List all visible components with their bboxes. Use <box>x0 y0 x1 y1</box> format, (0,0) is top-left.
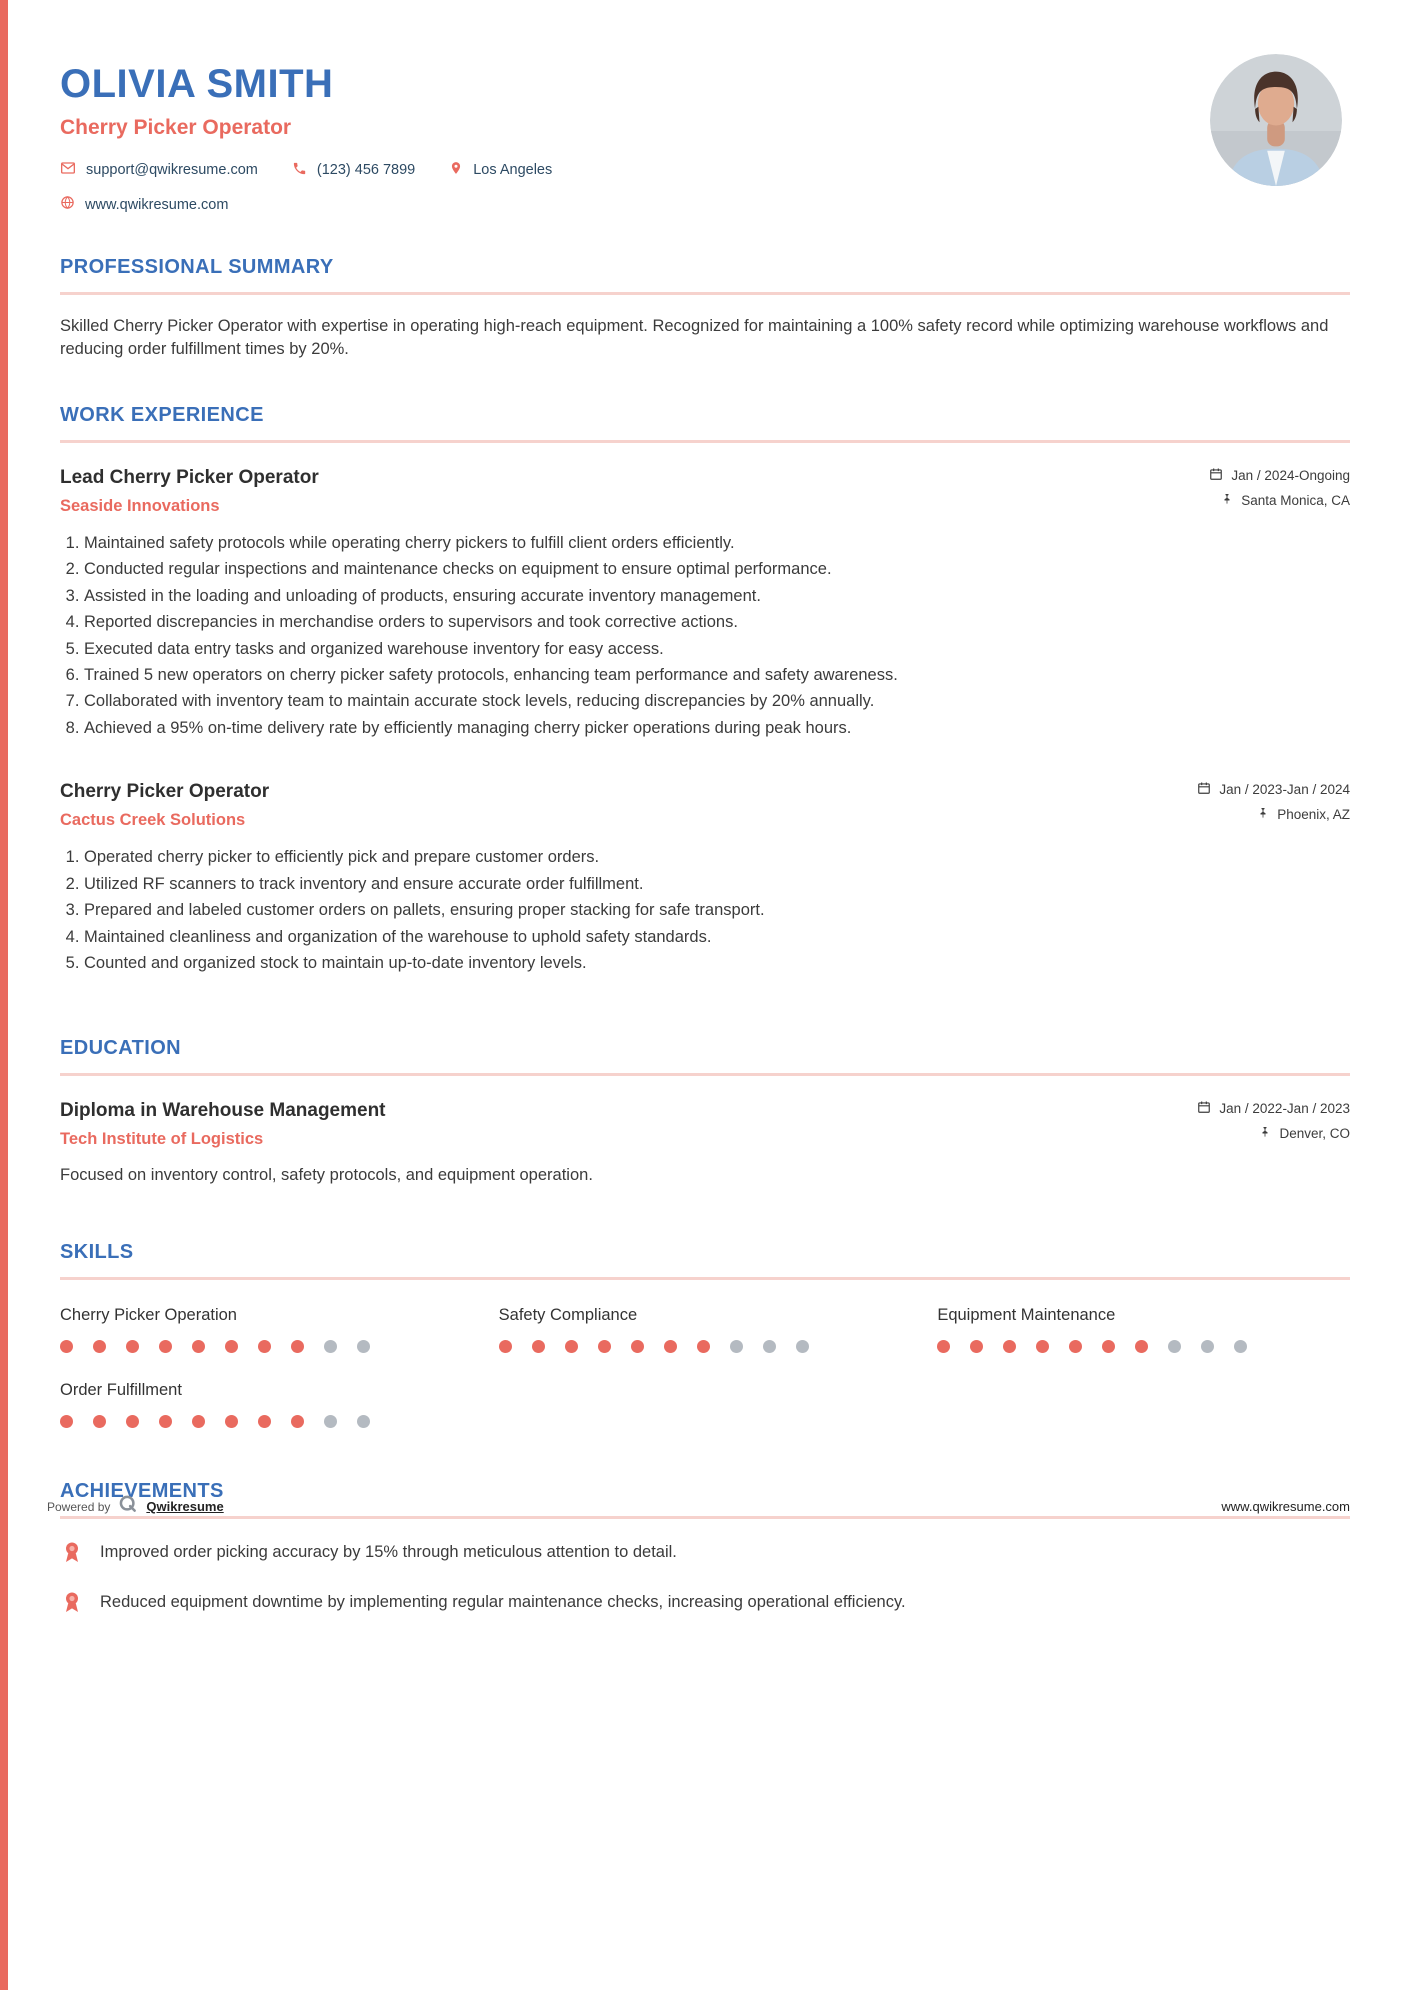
skill-dots <box>60 1415 473 1428</box>
job-bullets <box>60 533 1350 740</box>
envelope-icon <box>60 160 76 180</box>
achievement-text: Reduced equipment downtime by implementing regular maintenance checks, increasing operational efficiency. <box>100 1592 906 1611</box>
contact-row-1 <box>60 160 552 180</box>
skill-name: Cherry Picker Operation <box>60 1305 237 1324</box>
education-school: Tech Institute of Logistics <box>60 1129 264 1148</box>
skill-dot <box>93 1340 106 1353</box>
globe-icon <box>60 195 75 214</box>
section-experience <box>60 404 1350 975</box>
skill-dot <box>258 1340 271 1353</box>
bullet-item: 3. Prepared and labeled customer orders on pallets, ensuring proper stacking for safe transport. <box>84 900 1350 921</box>
candidate-name: OLIVIA SMITH <box>60 62 334 106</box>
section-skills <box>60 1241 1350 1428</box>
skill-dot <box>258 1415 271 1428</box>
map-pin-icon <box>449 160 463 180</box>
header-text <box>60 52 552 214</box>
job-dates <box>1209 467 1350 484</box>
job-company: Cactus Creek Solutions <box>60 811 246 830</box>
skill-dot <box>970 1340 983 1353</box>
skill-dots <box>60 1340 473 1353</box>
location-item <box>449 160 552 180</box>
experience-heading: WORK EXPERIENCE <box>60 404 1350 443</box>
skill-dot <box>1234 1340 1247 1353</box>
skill-name: Order Fulfillment <box>60 1380 182 1399</box>
skill-dot <box>291 1340 304 1353</box>
bullet-item: 4. Reported discrepancies in merchandise orders to supervisors and took corrective actions. <box>84 612 1350 633</box>
phone-text: (123) 456 7899 <box>316 162 416 178</box>
location-text: Los Angeles <box>473 162 553 178</box>
bullet-item: 7. Collaborated with inventory team to maintain accurate stock levels, reducing discrepancies by 20% annually. <box>84 691 1350 712</box>
skill-dot <box>126 1340 139 1353</box>
skill-dot <box>159 1415 172 1428</box>
pushpin-icon <box>1221 492 1233 509</box>
skill-dot <box>357 1340 370 1353</box>
powered-by <box>47 1494 224 1519</box>
job-title: Cherry Picker Operator <box>60 781 270 803</box>
bullet-item: 2. Utilized RF scanners to track inventory and ensure accurate order fulfillment. <box>84 874 1350 895</box>
skill-dot <box>324 1340 337 1353</box>
skill-dot <box>126 1415 139 1428</box>
bullet-item: 6. Trained 5 new operators on cherry picker safety protocols, enhancing team performance and safety awareness. <box>84 665 1350 686</box>
pushpin-icon <box>1259 1125 1271 1142</box>
education-dates-text: Jan / 2022-Jan / 2023 <box>1219 1100 1350 1116</box>
skill-dot <box>1168 1340 1181 1353</box>
footer-website[interactable]: www.qwikresume.com <box>1221 1499 1350 1514</box>
skill-dot <box>565 1340 578 1353</box>
job-dates-text: Jan / 2024-Ongoing <box>1231 467 1350 483</box>
skill-dot <box>937 1340 950 1353</box>
skill-dot <box>192 1340 205 1353</box>
job-location <box>1209 492 1350 509</box>
skill-dot <box>225 1415 238 1428</box>
website-link[interactable] <box>60 195 228 214</box>
skill-dot <box>598 1340 611 1353</box>
award-badge-icon <box>60 1541 84 1569</box>
job-entry <box>60 467 1350 740</box>
skill-dot <box>291 1415 304 1428</box>
job-dates-text: Jan / 2023-Jan / 2024 <box>1219 782 1350 798</box>
job-meta <box>1197 781 1350 831</box>
job-entry <box>60 781 1350 974</box>
job-bullets <box>60 847 1350 974</box>
skill-item <box>60 1381 473 1428</box>
skill-dot <box>357 1415 370 1428</box>
avatar <box>1210 54 1342 186</box>
skill-dot <box>1135 1340 1148 1353</box>
skill-dot <box>324 1415 337 1428</box>
footer <box>47 1494 1350 1519</box>
bullet-item: 5. Counted and organized stock to maintain up-to-date inventory levels. <box>84 953 1350 974</box>
skill-dot <box>796 1340 809 1353</box>
job-head <box>60 467 1350 517</box>
skill-dot <box>192 1415 205 1428</box>
section-summary <box>60 256 1350 362</box>
skill-dot <box>1069 1340 1082 1353</box>
education-titles <box>60 1100 386 1149</box>
candidate-title: Cherry Picker Operator <box>60 116 292 139</box>
job-company: Seaside Innovations <box>60 496 220 515</box>
job-titles <box>60 467 319 516</box>
left-accent-stripe <box>0 0 8 1990</box>
bullet-item: 8. Achieved a 95% on-time delivery rate by efficiently managing cherry picker operations during peak hours. <box>84 718 1350 739</box>
education-entry <box>60 1100 1350 1185</box>
skill-dots <box>937 1340 1350 1353</box>
section-education <box>60 1037 1350 1185</box>
education-heading: EDUCATION <box>60 1037 1350 1076</box>
award-badge-icon <box>60 1591 84 1619</box>
skill-item <box>937 1306 1350 1353</box>
bullet-item: 1. Operated cherry picker to efficiently pick and prepare customer orders. <box>84 847 1350 868</box>
calendar-icon <box>1209 467 1223 484</box>
email-link[interactable] <box>60 160 258 180</box>
bullet-item: 2. Conducted regular inspections and maintenance checks on equipment to ensure optimal performance. <box>84 559 1350 580</box>
header <box>60 52 1350 214</box>
powered-by-label: Powered by <box>47 1499 111 1514</box>
skill-dot <box>697 1340 710 1353</box>
job-titles <box>60 781 269 830</box>
bullet-item: 4. Maintained cleanliness and organization of the warehouse to uphold safety standards. <box>84 927 1350 948</box>
phone-icon <box>292 161 307 180</box>
bullet-item: 3. Assisted in the loading and unloading of products, ensuring accurate inventory management. <box>84 586 1350 607</box>
summary-text: Skilled Cherry Picker Operator with expertise in operating high-reach equipment. Recognized for maintaining a 100% safety record while optimizing warehouse workflows and reducing order fulfillment times by 20%. <box>60 317 1329 359</box>
skill-dot <box>1102 1340 1115 1353</box>
website-text: www.qwikresume.com <box>85 196 229 213</box>
skill-dot <box>60 1340 73 1353</box>
contact-row-2 <box>60 195 552 214</box>
summary-heading: PROFESSIONAL SUMMARY <box>60 256 1350 295</box>
achievement-item <box>60 1541 1350 1569</box>
job-meta <box>1209 467 1350 517</box>
job-location-text: Santa Monica, CA <box>1241 492 1350 508</box>
phone-item[interactable] <box>292 161 415 180</box>
skill-name: Safety Compliance <box>498 1305 638 1324</box>
skill-item <box>499 1306 912 1353</box>
skill-dot <box>631 1340 644 1353</box>
skills-grid <box>60 1306 1350 1428</box>
education-head <box>60 1100 1350 1150</box>
skill-dot <box>1036 1340 1049 1353</box>
calendar-icon <box>1197 1100 1211 1117</box>
bullet-item: 1. Maintained safety protocols while operating cherry pickers to fulfill client orders efficiently. <box>84 533 1350 554</box>
education-location-text: Denver, CO <box>1279 1125 1350 1141</box>
education-description: Focused on inventory control, safety protocols, and equipment operation. <box>60 1165 593 1184</box>
skill-dot <box>225 1340 238 1353</box>
qwikresume-logo-icon <box>118 1494 138 1519</box>
education-dates <box>1197 1100 1350 1117</box>
job-title: Lead Cherry Picker Operator <box>60 466 319 488</box>
skill-dot <box>1003 1340 1016 1353</box>
job-location-text: Phoenix, AZ <box>1277 807 1350 823</box>
education-location <box>1197 1125 1350 1142</box>
education-degree: Diploma in Warehouse Management <box>60 1099 386 1121</box>
bullet-item: 5. Executed data entry tasks and organized warehouse inventory for easy access. <box>84 639 1350 660</box>
skill-dots <box>499 1340 912 1353</box>
job-dates <box>1197 781 1350 798</box>
skill-dot <box>60 1415 73 1428</box>
skills-heading: SKILLS <box>60 1241 1350 1280</box>
achievement-item <box>60 1591 1350 1619</box>
job-head <box>60 781 1350 831</box>
achievements-heading: ACHIEVEMENTS <box>60 1480 1350 1519</box>
email-text: support@qwikresume.com <box>86 162 258 178</box>
skill-item <box>60 1306 473 1353</box>
education-meta <box>1197 1100 1350 1150</box>
pushpin-icon <box>1257 806 1269 823</box>
job-location <box>1197 806 1350 823</box>
skill-dot <box>93 1415 106 1428</box>
skill-dot <box>159 1340 172 1353</box>
skill-dot <box>664 1340 677 1353</box>
qwikresume-brand-link[interactable]: Qwikresume <box>146 1499 224 1514</box>
skill-name: Equipment Maintenance <box>937 1305 1116 1324</box>
skill-dot <box>730 1340 743 1353</box>
skill-dot <box>532 1340 545 1353</box>
skill-dot <box>763 1340 776 1353</box>
achievement-text: Improved order picking accuracy by 15% through meticulous attention to detail. <box>100 1542 677 1561</box>
calendar-icon <box>1197 781 1211 798</box>
skill-dot <box>499 1340 512 1353</box>
skill-dot <box>1201 1340 1214 1353</box>
